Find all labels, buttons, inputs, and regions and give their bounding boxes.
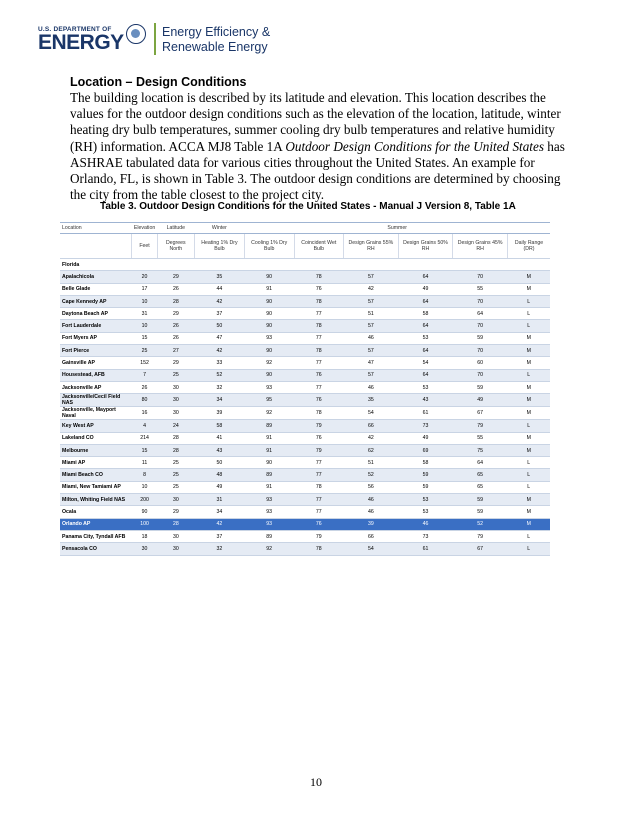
table-cell: 92 bbox=[244, 357, 294, 369]
city-name: Key West AP bbox=[60, 420, 132, 432]
section-paragraph bbox=[70, 90, 570, 203]
table-cell: 35 bbox=[194, 271, 244, 283]
table-cell: M bbox=[507, 394, 550, 407]
table-cell: 93 bbox=[244, 332, 294, 344]
table-cell: 91 bbox=[244, 481, 294, 493]
table-cell: 8 bbox=[132, 469, 157, 481]
table-cell: 47 bbox=[194, 332, 244, 344]
header-location: Location bbox=[60, 223, 132, 234]
table-cell: 100 bbox=[132, 518, 157, 530]
table-cell: 80 bbox=[132, 394, 157, 407]
table-cell: 30 bbox=[157, 381, 194, 393]
table-cell: M bbox=[507, 506, 550, 518]
table-cell: L bbox=[507, 308, 550, 320]
table-cell: 64 bbox=[398, 320, 453, 332]
table-cell: 200 bbox=[132, 494, 157, 506]
table-cell: 79 bbox=[453, 420, 508, 432]
table-cell: 64 bbox=[398, 271, 453, 283]
table-cell: 70 bbox=[453, 271, 508, 283]
table-row bbox=[60, 357, 550, 369]
table-cell: 59 bbox=[453, 506, 508, 518]
table-cell: 28 bbox=[157, 432, 194, 444]
table-cell: 64 bbox=[453, 308, 508, 320]
table-cell: 78 bbox=[294, 345, 344, 357]
doe-seal-icon bbox=[126, 24, 146, 44]
table-cell: 30 bbox=[157, 407, 194, 420]
header-elevation: Elevation bbox=[132, 223, 157, 234]
table-cell: 49 bbox=[194, 481, 244, 493]
table-cell: 46 bbox=[398, 518, 453, 530]
table-cell: 93 bbox=[244, 506, 294, 518]
table-cell: 89 bbox=[244, 469, 294, 481]
city-name: Apalachicola bbox=[60, 271, 132, 283]
table-cell: 76 bbox=[294, 369, 344, 381]
table-cell: 37 bbox=[194, 530, 244, 542]
city-name: Housestead, AFB bbox=[60, 369, 132, 381]
table-cell: 70 bbox=[453, 320, 508, 332]
table-cell: 64 bbox=[453, 457, 508, 469]
table-cell: 64 bbox=[398, 345, 453, 357]
table-cell: 29 bbox=[157, 308, 194, 320]
header-blank bbox=[60, 234, 132, 259]
table-cell: M bbox=[507, 444, 550, 456]
table-cell: 31 bbox=[132, 308, 157, 320]
subheader-grains-55: Design Grains 55% RH bbox=[344, 234, 399, 259]
table-row bbox=[60, 369, 550, 381]
table-cell: 34 bbox=[194, 394, 244, 407]
subheader-daily-range: Daily Range (DR) bbox=[507, 234, 550, 259]
table-cell: 24 bbox=[157, 420, 194, 432]
table-cell: 76 bbox=[294, 394, 344, 407]
table-row bbox=[60, 457, 550, 469]
table-cell: 58 bbox=[194, 420, 244, 432]
table-cell: 62 bbox=[344, 444, 399, 456]
table-cell: 64 bbox=[398, 369, 453, 381]
table-cell: 77 bbox=[294, 357, 344, 369]
table-cell: 89 bbox=[244, 420, 294, 432]
table-cell: 89 bbox=[244, 530, 294, 542]
table-cell: M bbox=[507, 494, 550, 506]
table-cell: 77 bbox=[294, 308, 344, 320]
table-cell: 42 bbox=[344, 283, 399, 295]
table-cell: L bbox=[507, 530, 550, 542]
table-cell: 39 bbox=[194, 407, 244, 420]
table-cell: 30 bbox=[157, 543, 194, 555]
table-cell: 34 bbox=[194, 506, 244, 518]
table-cell: 25 bbox=[157, 481, 194, 493]
agency-big-text: ENERGY bbox=[38, 31, 124, 54]
table-cell: L bbox=[507, 469, 550, 481]
table-cell: 26 bbox=[157, 332, 194, 344]
city-name: Belle Glade bbox=[60, 283, 132, 295]
table-cell: 90 bbox=[132, 506, 157, 518]
table-cell: 53 bbox=[398, 506, 453, 518]
table-cell: 42 bbox=[194, 518, 244, 530]
table-row bbox=[60, 518, 550, 530]
city-name: Panama City, Tyndall AFB bbox=[60, 530, 132, 542]
table-cell: 90 bbox=[244, 320, 294, 332]
table-cell: M bbox=[507, 271, 550, 283]
paragraph-part-2: has ASHRAE tabulated data for various cities throughout the United States. An example for Orlando, FL, is shown in Table 3. The outdoor design conditions are determined by choosing the city from the table closest to the project city. bbox=[70, 138, 565, 203]
table-cell: L bbox=[507, 320, 550, 332]
table-cell: 78 bbox=[294, 320, 344, 332]
table-cell: 26 bbox=[132, 381, 157, 393]
table-cell: 26 bbox=[157, 320, 194, 332]
table-cell: 15 bbox=[132, 444, 157, 456]
table-cell: 42 bbox=[194, 345, 244, 357]
header-summer: Summer bbox=[244, 223, 550, 234]
table-cell: 90 bbox=[244, 308, 294, 320]
table-cell: 50 bbox=[194, 457, 244, 469]
table-row bbox=[60, 283, 550, 295]
table-cell: 70 bbox=[453, 345, 508, 357]
table-cell: 77 bbox=[294, 506, 344, 518]
table-cell: 91 bbox=[244, 444, 294, 456]
table-cell: 7 bbox=[132, 369, 157, 381]
table-cell: 67 bbox=[453, 543, 508, 555]
table-cell: 42 bbox=[194, 295, 244, 307]
table-cell: 76 bbox=[294, 283, 344, 295]
state-label: Florida bbox=[60, 259, 550, 271]
table-cell: 77 bbox=[294, 457, 344, 469]
table-row bbox=[60, 332, 550, 344]
city-name: Cape Kennedy AP bbox=[60, 295, 132, 307]
table-cell: M bbox=[507, 357, 550, 369]
table-row bbox=[60, 295, 550, 307]
table-cell: 90 bbox=[244, 295, 294, 307]
table-cell: 61 bbox=[398, 407, 453, 420]
table-cell: 52 bbox=[453, 518, 508, 530]
table-cell: 54 bbox=[344, 407, 399, 420]
section-title: Location – Design Conditions bbox=[70, 75, 247, 89]
table-cell: 66 bbox=[344, 530, 399, 542]
table-row bbox=[60, 381, 550, 393]
table-cell: 29 bbox=[157, 271, 194, 283]
page-number: 10 bbox=[310, 775, 322, 789]
table-cell: 57 bbox=[344, 295, 399, 307]
city-name: Daytona Beach AP bbox=[60, 308, 132, 320]
table-cell: 73 bbox=[398, 530, 453, 542]
office-line-2: Renewable Energy bbox=[162, 40, 268, 54]
subheader-degrees-north: Degrees North bbox=[157, 234, 194, 259]
table-body bbox=[60, 259, 550, 556]
table-cell: 57 bbox=[344, 369, 399, 381]
city-name: Jacksonville/Cecil Field NAS bbox=[60, 394, 132, 407]
table-row bbox=[60, 469, 550, 481]
table-cell: 32 bbox=[194, 381, 244, 393]
doe-eere-logo bbox=[38, 20, 338, 60]
table-cell: 93 bbox=[244, 494, 294, 506]
city-name: Melbourne bbox=[60, 444, 132, 456]
city-name: Gainsville AP bbox=[60, 357, 132, 369]
table-cell: 77 bbox=[294, 332, 344, 344]
table-cell: L bbox=[507, 481, 550, 493]
table-cell: 77 bbox=[294, 469, 344, 481]
table-cell: 28 bbox=[157, 444, 194, 456]
city-name: Miami AP bbox=[60, 457, 132, 469]
city-name: Fort Myers AP bbox=[60, 332, 132, 344]
city-name: Fort Pierce bbox=[60, 345, 132, 357]
table-cell: L bbox=[507, 420, 550, 432]
table-cell: 58 bbox=[398, 308, 453, 320]
table-cell: 53 bbox=[398, 332, 453, 344]
city-name: Miami, New Tamiami AP bbox=[60, 481, 132, 493]
city-name: Jacksonville AP bbox=[60, 381, 132, 393]
subheader-grains-50: Design Grains 50% RH bbox=[398, 234, 453, 259]
city-name: Fort Lauderdale bbox=[60, 320, 132, 332]
table-cell: 47 bbox=[344, 357, 399, 369]
table-cell: 152 bbox=[132, 357, 157, 369]
table-cell: 25 bbox=[157, 369, 194, 381]
table-cell: 76 bbox=[294, 432, 344, 444]
table-cell: 31 bbox=[194, 494, 244, 506]
table-cell: 49 bbox=[398, 283, 453, 295]
table-cell: 10 bbox=[132, 320, 157, 332]
table-cell: 43 bbox=[194, 444, 244, 456]
table-row bbox=[60, 432, 550, 444]
table-row bbox=[60, 308, 550, 320]
table-cell: 16 bbox=[132, 407, 157, 420]
table-cell: 70 bbox=[453, 295, 508, 307]
table-cell: 30 bbox=[157, 394, 194, 407]
table-cell: 75 bbox=[453, 444, 508, 456]
subheader-wet-bulb: Coincident Wet Bulb bbox=[294, 234, 344, 259]
logo-divider bbox=[154, 23, 156, 55]
table-cell: 25 bbox=[157, 457, 194, 469]
table-cell: 53 bbox=[398, 381, 453, 393]
table-cell: 54 bbox=[344, 543, 399, 555]
table-cell: 92 bbox=[244, 543, 294, 555]
paragraph-italic: Outdoor Design Conditions for the United States bbox=[285, 138, 544, 154]
table-cell: 46 bbox=[344, 494, 399, 506]
table-cell: 59 bbox=[398, 469, 453, 481]
header-winter: Winter bbox=[194, 223, 244, 234]
table-cell: 50 bbox=[194, 320, 244, 332]
design-conditions-table bbox=[60, 222, 550, 556]
table-cell: 17 bbox=[132, 283, 157, 295]
table-cell: 28 bbox=[157, 295, 194, 307]
table-cell: 65 bbox=[453, 469, 508, 481]
table-cell: 91 bbox=[244, 432, 294, 444]
table-row bbox=[60, 271, 550, 283]
table-cell: 76 bbox=[294, 518, 344, 530]
table-caption: Table 3. Outdoor Design Conditions for the United States - Manual J Version 8, Table 1A bbox=[100, 201, 516, 212]
table-cell: 90 bbox=[244, 271, 294, 283]
table-cell: 59 bbox=[453, 332, 508, 344]
table-cell: 52 bbox=[194, 369, 244, 381]
city-name: Pensacola CO bbox=[60, 543, 132, 555]
table-cell: 30 bbox=[157, 494, 194, 506]
table-cell: 41 bbox=[194, 432, 244, 444]
table-cell: 93 bbox=[244, 381, 294, 393]
table-cell: 92 bbox=[244, 407, 294, 420]
table-cell: 79 bbox=[294, 530, 344, 542]
table-row bbox=[60, 320, 550, 332]
table-row bbox=[60, 444, 550, 456]
table-cell: M bbox=[507, 283, 550, 295]
table-cell: 46 bbox=[344, 381, 399, 393]
paragraph-part-1: The building location is described by its latitude and elevation. This location describes the values for the outdoor design conditions such as the elevation of the location, latitude, winter heating dry bulb temperatures, summer cooling dry bulb temperatures and relative humidity (RH) information. ACCA MJ8 Table 1A bbox=[70, 90, 561, 154]
table-cell: 10 bbox=[132, 481, 157, 493]
table-cell: 64 bbox=[398, 295, 453, 307]
table-cell: 4 bbox=[132, 420, 157, 432]
table-cell: 59 bbox=[453, 494, 508, 506]
table-cell: 57 bbox=[344, 320, 399, 332]
table-cell: 49 bbox=[398, 432, 453, 444]
table-cell: 93 bbox=[244, 518, 294, 530]
office-line-1: Energy Efficiency & bbox=[162, 25, 271, 39]
table-cell: 25 bbox=[157, 469, 194, 481]
table-cell: 78 bbox=[294, 271, 344, 283]
table-cell: 78 bbox=[294, 407, 344, 420]
city-name: Ocala bbox=[60, 506, 132, 518]
table-cell: 59 bbox=[398, 481, 453, 493]
table-cell: 79 bbox=[294, 444, 344, 456]
table-cell: L bbox=[507, 457, 550, 469]
table-cell: 48 bbox=[194, 469, 244, 481]
section-content bbox=[70, 75, 570, 203]
state-row bbox=[60, 259, 550, 271]
table-cell: 32 bbox=[194, 543, 244, 555]
table-row bbox=[60, 543, 550, 555]
header-latitude: Latitude bbox=[157, 223, 194, 234]
table-cell: 54 bbox=[398, 357, 453, 369]
table-cell: 25 bbox=[132, 345, 157, 357]
table-cell: 18 bbox=[132, 530, 157, 542]
table-cell: M bbox=[507, 518, 550, 530]
table-cell: 28 bbox=[157, 518, 194, 530]
table-cell: 26 bbox=[157, 283, 194, 295]
table-cell: 57 bbox=[344, 345, 399, 357]
table-cell: 70 bbox=[453, 369, 508, 381]
table-cell: 27 bbox=[157, 345, 194, 357]
table-cell: M bbox=[507, 432, 550, 444]
city-name: Miami Beach CO bbox=[60, 469, 132, 481]
table-cell: M bbox=[507, 407, 550, 420]
table-cell: 52 bbox=[344, 469, 399, 481]
table-cell: 20 bbox=[132, 271, 157, 283]
table-cell: 58 bbox=[398, 457, 453, 469]
table-cell: 11 bbox=[132, 457, 157, 469]
table-row bbox=[60, 345, 550, 357]
table-cell: 15 bbox=[132, 332, 157, 344]
table-cell: 51 bbox=[344, 308, 399, 320]
table-cell: 91 bbox=[244, 283, 294, 295]
table-cell: 10 bbox=[132, 295, 157, 307]
agency-small-text: U.S. DEPARTMENT OF bbox=[38, 26, 112, 33]
table-cell: 90 bbox=[244, 345, 294, 357]
city-name: Orlando AP bbox=[60, 518, 132, 530]
table-cell: 30 bbox=[157, 530, 194, 542]
table-cell: 69 bbox=[398, 444, 453, 456]
table-cell: 55 bbox=[453, 283, 508, 295]
table-row bbox=[60, 394, 550, 407]
table-row bbox=[60, 506, 550, 518]
table-cell: L bbox=[507, 295, 550, 307]
table-cell: 56 bbox=[344, 481, 399, 493]
table-cell: 79 bbox=[453, 530, 508, 542]
table-cell: 59 bbox=[453, 381, 508, 393]
table-cell: 35 bbox=[344, 394, 399, 407]
table-row bbox=[60, 420, 550, 432]
table-cell: 33 bbox=[194, 357, 244, 369]
subheader-feet: Feet bbox=[132, 234, 157, 259]
city-name: Lakeland CO bbox=[60, 432, 132, 444]
table-cell: 39 bbox=[344, 518, 399, 530]
table-cell: 79 bbox=[294, 420, 344, 432]
table-cell: M bbox=[507, 381, 550, 393]
table-cell: 49 bbox=[453, 394, 508, 407]
table-cell: L bbox=[507, 543, 550, 555]
table-cell: 44 bbox=[194, 283, 244, 295]
table-cell: 37 bbox=[194, 308, 244, 320]
table-cell: 29 bbox=[157, 506, 194, 518]
table-cell: 90 bbox=[244, 369, 294, 381]
table-cell: 66 bbox=[344, 420, 399, 432]
table-cell: 67 bbox=[453, 407, 508, 420]
table-cell: 46 bbox=[344, 506, 399, 518]
table-cell: 42 bbox=[344, 432, 399, 444]
subheader-grains-45: Design Grains 45% RH bbox=[453, 234, 508, 259]
table-cell: 73 bbox=[398, 420, 453, 432]
table-cell: 29 bbox=[157, 357, 194, 369]
table-cell: 30 bbox=[132, 543, 157, 555]
table-cell: M bbox=[507, 332, 550, 344]
table-cell: 78 bbox=[294, 295, 344, 307]
table-row bbox=[60, 407, 550, 420]
table-cell: 57 bbox=[344, 271, 399, 283]
sub-header-row bbox=[60, 234, 550, 259]
table-cell: 61 bbox=[398, 543, 453, 555]
table-cell: 53 bbox=[398, 494, 453, 506]
table-cell: 65 bbox=[453, 481, 508, 493]
table-row bbox=[60, 494, 550, 506]
table-cell: 214 bbox=[132, 432, 157, 444]
subheader-cooling: Cooling 1% Dry Bulb bbox=[244, 234, 294, 259]
table-cell: 77 bbox=[294, 494, 344, 506]
table-cell: 77 bbox=[294, 381, 344, 393]
city-name: Jacksonville, Mayport Naval bbox=[60, 407, 132, 420]
table-cell: M bbox=[507, 345, 550, 357]
table-cell: 55 bbox=[453, 432, 508, 444]
table-cell: 46 bbox=[344, 332, 399, 344]
table-cell: L bbox=[507, 369, 550, 381]
table-cell: 90 bbox=[244, 457, 294, 469]
subheader-heating: Heating 1% Dry Bulb bbox=[194, 234, 244, 259]
table-cell: 43 bbox=[398, 394, 453, 407]
table-cell: 95 bbox=[244, 394, 294, 407]
table-cell: 60 bbox=[453, 357, 508, 369]
table-row bbox=[60, 481, 550, 493]
group-header-row bbox=[60, 223, 550, 234]
table-row bbox=[60, 530, 550, 542]
table-cell: 78 bbox=[294, 543, 344, 555]
city-name: Milton, Whiting Field NAS bbox=[60, 494, 132, 506]
table-cell: 78 bbox=[294, 481, 344, 493]
table-cell: 51 bbox=[344, 457, 399, 469]
